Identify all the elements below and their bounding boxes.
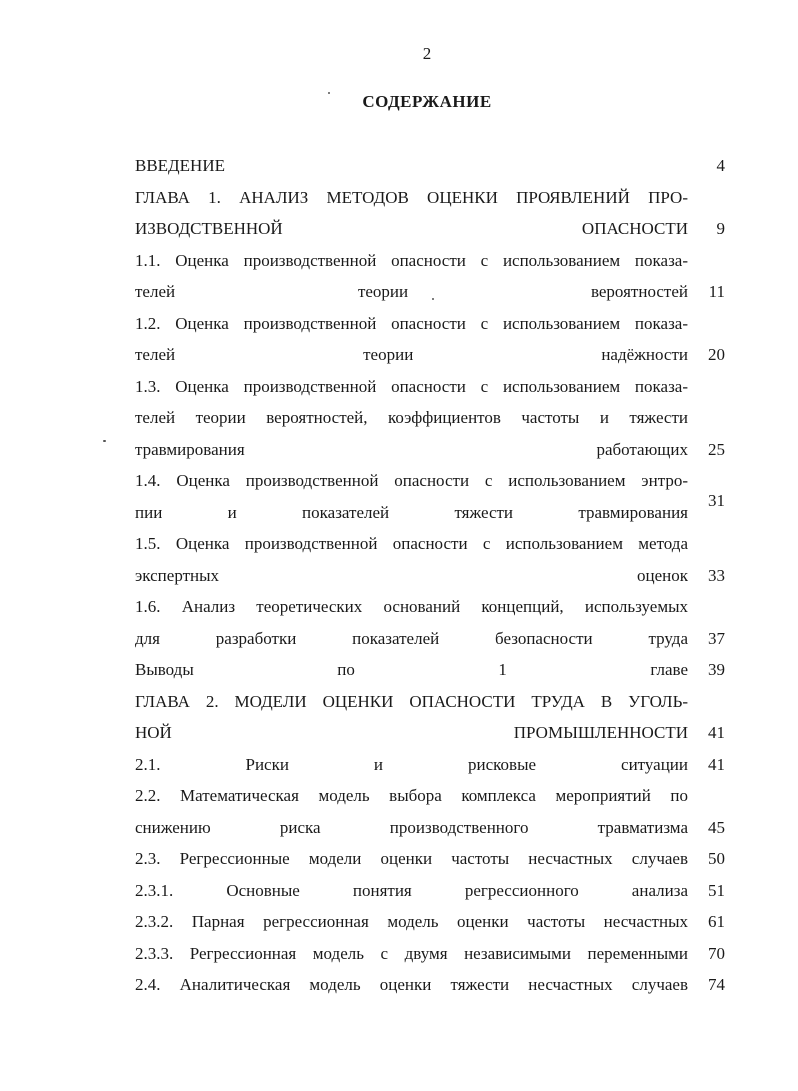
toc-entry-page-number: 39: [708, 660, 725, 679]
toc-entry-page-number: 9: [716, 219, 725, 238]
toc-entry-line: НОЙ ПРОМЫШЛЕННОСТИ: [135, 723, 688, 742]
toc-entry[interactable]: [135, 654, 725, 686]
toc-entry[interactable]: [135, 938, 725, 970]
toc-entry-page-number: 25: [708, 439, 725, 459]
toc-entry-page-number: 70: [708, 943, 725, 963]
toc-entry-line: ГЛАВА 2. МОДЕЛИ ОЦЕНКИ ОПАСНОСТИ ТРУДА В УГОЛЬ-: [135, 691, 688, 711]
toc-entry-line: телей теории вероятностей: [135, 282, 688, 301]
toc-entry-page-number: 4: [716, 156, 725, 175]
toc-entry-page-number: 41: [708, 723, 725, 742]
toc-entry[interactable]: [135, 150, 725, 182]
toc-entry-line: экспертных оценок: [135, 565, 688, 585]
toc-entry-title: [135, 371, 688, 466]
toc-entry[interactable]: [135, 528, 725, 591]
toc-entry-title: [135, 906, 688, 938]
toc-entry-line: 2.3.1. Основные понятия регрессионного анализа: [135, 880, 688, 900]
toc-entry-line: снижению риска производственного травматизма: [135, 817, 688, 837]
toc-entry-title: [135, 969, 688, 1001]
toc-entry[interactable]: [135, 591, 725, 654]
toc-entry-title: [135, 654, 688, 686]
toc-entry-title: [135, 780, 688, 843]
toc-entry[interactable]: [135, 465, 725, 528]
toc-entry-page-number: 45: [708, 817, 725, 837]
toc-entry-line: телей теории надёжности: [135, 345, 688, 364]
toc-entry-title: [135, 528, 688, 591]
scan-speck: [328, 92, 330, 94]
toc-entry-page-number: 41: [708, 754, 725, 774]
toc-entry-title: [135, 843, 688, 875]
toc-entry-line: пии и показателей тяжести травмирования: [135, 502, 688, 522]
toc-entry[interactable]: [135, 875, 725, 907]
toc-entry[interactable]: [135, 182, 725, 245]
page-title: СОДЕРЖАНИЕ: [362, 92, 492, 111]
toc-entry-line: 2.1. Риски и рисковые ситуации: [135, 754, 688, 774]
toc-entry-title: [135, 749, 688, 781]
toc-entry-page-number: 50: [708, 849, 725, 868]
toc-entry-title: [135, 465, 688, 528]
toc-entry-line: 1.5. Оценка производственной опасности с использованием метода: [135, 534, 688, 553]
toc-entry[interactable]: [135, 245, 725, 308]
toc-entry-line: телей теории вероятностей, коэффициентов частоты и тяжести: [135, 408, 688, 427]
toc-entry-title: [135, 938, 688, 970]
toc-entry-title: [135, 875, 688, 907]
toc-entry-line: ИЗВОДСТВЕННОЙ ОПАСНОСТИ: [135, 219, 688, 238]
toc-entry-page-number: 37: [708, 628, 725, 648]
toc-entry-line: Выводы по 1 главе: [135, 660, 688, 679]
toc-entry-page-number: 11: [708, 282, 725, 301]
toc-entry-page-number: 20: [708, 345, 725, 364]
toc-entry-title: [135, 686, 688, 749]
toc-entry-line: 1.2. Оценка производственной опасности с использованием показа-: [135, 313, 688, 333]
toc-entry-page-number: 33: [708, 565, 725, 585]
toc-entry-title: [135, 308, 688, 371]
scan-speck: [103, 440, 106, 442]
toc-entry-page-number: 31: [708, 490, 725, 510]
toc-entry[interactable]: [135, 906, 725, 938]
page-number: 2: [422, 44, 432, 63]
toc-entry[interactable]: [135, 686, 725, 749]
toc-entry[interactable]: [135, 780, 725, 843]
toc-entry-line: 2.2. Математическая модель выбора комплекса мероприятий по: [135, 786, 688, 805]
toc-entry[interactable]: [135, 969, 725, 1001]
toc-entry-title: [135, 150, 688, 182]
toc-entry-line: 1.4. Оценка производственной опасности с использованием энтро-: [135, 471, 688, 490]
toc-entry-line: 1.6. Анализ теоретических оснований концепций, используемых: [135, 597, 688, 616]
toc-entry-line: 1.1. Оценка производственной опасности с использованием показа-: [135, 250, 688, 270]
toc-entry-line: травмирования работающих: [135, 439, 688, 459]
toc-entry-page-number: 74: [708, 975, 725, 994]
toc-entry-title: [135, 591, 688, 654]
toc-entry[interactable]: [135, 308, 725, 371]
toc-entry-title: [135, 182, 688, 245]
toc-entry-line: ВВЕДЕНИЕ: [135, 156, 225, 175]
toc-entry[interactable]: [135, 371, 725, 466]
table-of-contents: [135, 150, 725, 1001]
toc-entry-line: 2.3.3. Регрессионная модель с двумя независимыми переменными: [135, 943, 688, 963]
toc-entry-line: 2.3. Регрессионные модели оценки частоты несчастных случаев: [135, 849, 688, 868]
toc-entry-line: для разработки показателей безопасности труда: [135, 628, 688, 648]
toc-entry-page-number: 61: [708, 912, 725, 931]
toc-entry-page-number: 51: [708, 880, 725, 900]
toc-entry[interactable]: [135, 749, 725, 781]
toc-entry-line: ГЛАВА 1. АНАЛИЗ МЕТОДОВ ОЦЕНКИ ПРОЯВЛЕНИЙ ПРО-: [135, 187, 688, 207]
toc-entry[interactable]: [135, 843, 725, 875]
toc-entry-title: [135, 245, 688, 308]
toc-entry-line: 2.4. Аналитическая модель оценки тяжести несчастных случаев: [135, 975, 688, 994]
toc-entry-line: 2.3.2. Парная регрессионная модель оценки частоты несчастных: [135, 912, 688, 931]
toc-entry-line: 1.3. Оценка производственной опасности с использованием показа-: [135, 376, 688, 396]
